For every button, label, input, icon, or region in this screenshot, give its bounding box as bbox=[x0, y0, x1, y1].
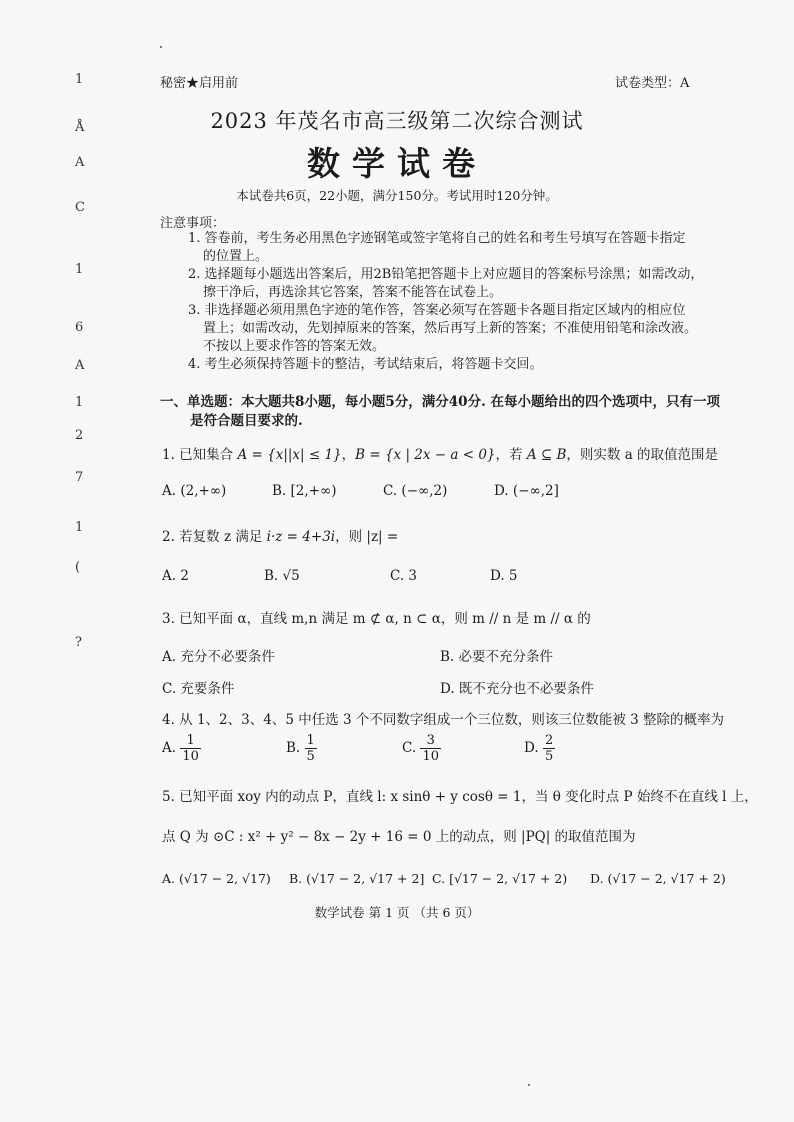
option-a bbox=[162, 733, 201, 764]
question-2 bbox=[162, 525, 398, 545]
question-3: 3. 已知平面 α，直线 m,n 满足 m ⊄ α, n ⊂ α，则 m // n 是 m // α 的 bbox=[162, 611, 591, 627]
margin-mark: ? bbox=[75, 635, 82, 650]
option-c: C. 3 bbox=[390, 568, 418, 584]
paper-type-label: 试卷类型：A bbox=[615, 76, 690, 91]
margin-mark: 2 bbox=[75, 428, 84, 443]
math-expr: i·z = 4+3i bbox=[266, 529, 336, 545]
option-a: A. 2 bbox=[162, 568, 189, 584]
margin-mark: 7 bbox=[75, 470, 84, 485]
notice-line: 4. 考生必须保持答题卡的整洁，考试结束后，将答题卡交回。 bbox=[188, 357, 543, 372]
denominator: 5 bbox=[306, 749, 315, 764]
margin-mark: 1 bbox=[75, 262, 84, 277]
scan-dot bbox=[528, 1084, 530, 1086]
option-b: B. √5 bbox=[264, 568, 300, 584]
notice-item bbox=[188, 230, 748, 266]
notice-line: 2. 选择题每小题选出答案后，用2B铅笔把答题卡上对应题目的答案标号涂黑；如需改动， bbox=[188, 267, 704, 282]
option-b: B. 必要不充分条件 bbox=[440, 649, 554, 665]
notice-line: 1. 答卷前，考生务必用黑色字迹钢笔或签字笔将自己的姓名和考生号填写在答题卡指定 bbox=[188, 231, 686, 246]
margin-mark: 1 bbox=[75, 520, 84, 535]
fraction bbox=[305, 733, 317, 764]
section-line: 是符合题目要求的. bbox=[190, 413, 303, 429]
margin-mark: C bbox=[75, 200, 85, 215]
option-b: B. (√17 − 2, √17 + 2] bbox=[289, 871, 425, 886]
numerator: 3 bbox=[420, 733, 441, 749]
question-text: ，若 bbox=[495, 447, 527, 463]
margin-mark: Å bbox=[75, 120, 85, 135]
question-5-line: 点 Q 为 ⊙C : x² + y² − 8x − 2y + 16 = 0 上的动点，则 |PQ| 的取值范围为 bbox=[162, 829, 636, 845]
subject-title: 数学试卷 bbox=[307, 144, 487, 183]
option-label: B. bbox=[286, 740, 301, 756]
question-text: ， bbox=[341, 447, 356, 463]
margin-mark: 6 bbox=[75, 320, 84, 335]
math-expr: B = {x | 2x − a < 0} bbox=[355, 447, 496, 463]
question-text: ，则实数 a 的取值范围是 bbox=[566, 447, 719, 463]
fraction bbox=[543, 733, 555, 764]
option-c: C. 充要条件 bbox=[162, 681, 235, 697]
option-c bbox=[402, 733, 441, 764]
notice-line: 置上；如需改动，先划掉原来的答案，然后再写上新的答案；不准使用铅笔和涂改液。 bbox=[203, 321, 698, 336]
scan-dot bbox=[160, 46, 162, 48]
exam-info: 本试卷共6页，22小题，满分150分。考试用时120分钟。 bbox=[236, 188, 558, 203]
notice-line: 不按以上要求作答的答案无效。 bbox=[203, 339, 386, 354]
denominator: 10 bbox=[182, 749, 199, 764]
margin-mark: A bbox=[75, 358, 85, 373]
notice-item bbox=[188, 302, 748, 356]
option-d: D. (−∞,2] bbox=[494, 483, 559, 499]
numerator: 1 bbox=[180, 733, 201, 749]
numerator: 2 bbox=[544, 733, 554, 748]
fraction bbox=[420, 733, 441, 764]
question-text: 2. 若复数 z 满足 bbox=[162, 529, 267, 545]
question-text: ，则 |z| = bbox=[335, 529, 399, 545]
section-header bbox=[160, 393, 760, 431]
numerator: 1 bbox=[306, 733, 315, 748]
option-d: D. 5 bbox=[490, 568, 518, 584]
option-d bbox=[524, 733, 555, 764]
math-expr: A = {x||x| ≤ 1} bbox=[237, 447, 342, 463]
page-footer: 数学试卷 第 1 页 （共 6 页） bbox=[314, 905, 480, 920]
option-label: A. bbox=[162, 740, 177, 756]
math-expr: A ⊆ B bbox=[526, 447, 567, 463]
option-a: A. 充分不必要条件 bbox=[162, 649, 275, 665]
option-d: D. (√17 − 2, √17 + 2) bbox=[590, 871, 726, 886]
exam-title: 2023 年茂名市高三级第二次综合测试 bbox=[210, 109, 584, 133]
notices-title: 注意事项： bbox=[160, 216, 226, 231]
denominator: 10 bbox=[422, 749, 439, 764]
question-text: 1. 已知集合 bbox=[162, 447, 238, 463]
confidential-label: 秘密★启用前 bbox=[160, 76, 239, 91]
margin-mark: ( bbox=[75, 560, 81, 575]
question-1 bbox=[162, 443, 718, 463]
option-d: D. 既不充分也不必要条件 bbox=[440, 681, 594, 697]
denominator: 5 bbox=[544, 749, 554, 764]
option-a: A. (√17 − 2, √17) bbox=[162, 871, 271, 886]
notice-item bbox=[188, 266, 748, 302]
option-label: D. bbox=[524, 740, 539, 756]
question-5-line: 5. 已知平面 xoy 内的动点 P，直线 l: x sinθ + y cosθ = 1，当 θ 变化时点 P 始终不在直线 l 上， bbox=[162, 789, 758, 805]
notice-line: 擦干净后，再选涂其它答案，答案不能答在试卷上。 bbox=[203, 285, 503, 300]
notice-line: 3. 非选择题必须用黑色字迹的笔作答，答案必须写在答题卡各题目指定区域内的相应位 bbox=[188, 303, 686, 318]
option-b bbox=[286, 733, 317, 764]
margin-mark: 1 bbox=[75, 72, 84, 87]
option-label: C. bbox=[402, 740, 417, 756]
option-c: C. (−∞,2) bbox=[383, 483, 448, 499]
notice-item bbox=[188, 356, 748, 374]
margin-mark: 1 bbox=[75, 395, 84, 410]
section-line: 一、单选题：本大题共8小题，每小题5分，满分40分. 在每小题给出的四个选项中，只有一项 bbox=[160, 394, 720, 410]
question-4: 4. 从 1、2、3、4、5 中任选 3 个不同数字组成一个三位数，则该三位数能被 3 整除的概率为 bbox=[162, 712, 725, 728]
notice-line: 的位置上。 bbox=[203, 249, 269, 264]
option-b: B. [2,+∞) bbox=[272, 483, 337, 499]
fraction bbox=[180, 733, 201, 764]
option-c: C. [√17 − 2, √17 + 2) bbox=[432, 871, 568, 886]
option-a: A. (2,+∞) bbox=[162, 483, 227, 499]
margin-mark: A bbox=[75, 155, 85, 170]
